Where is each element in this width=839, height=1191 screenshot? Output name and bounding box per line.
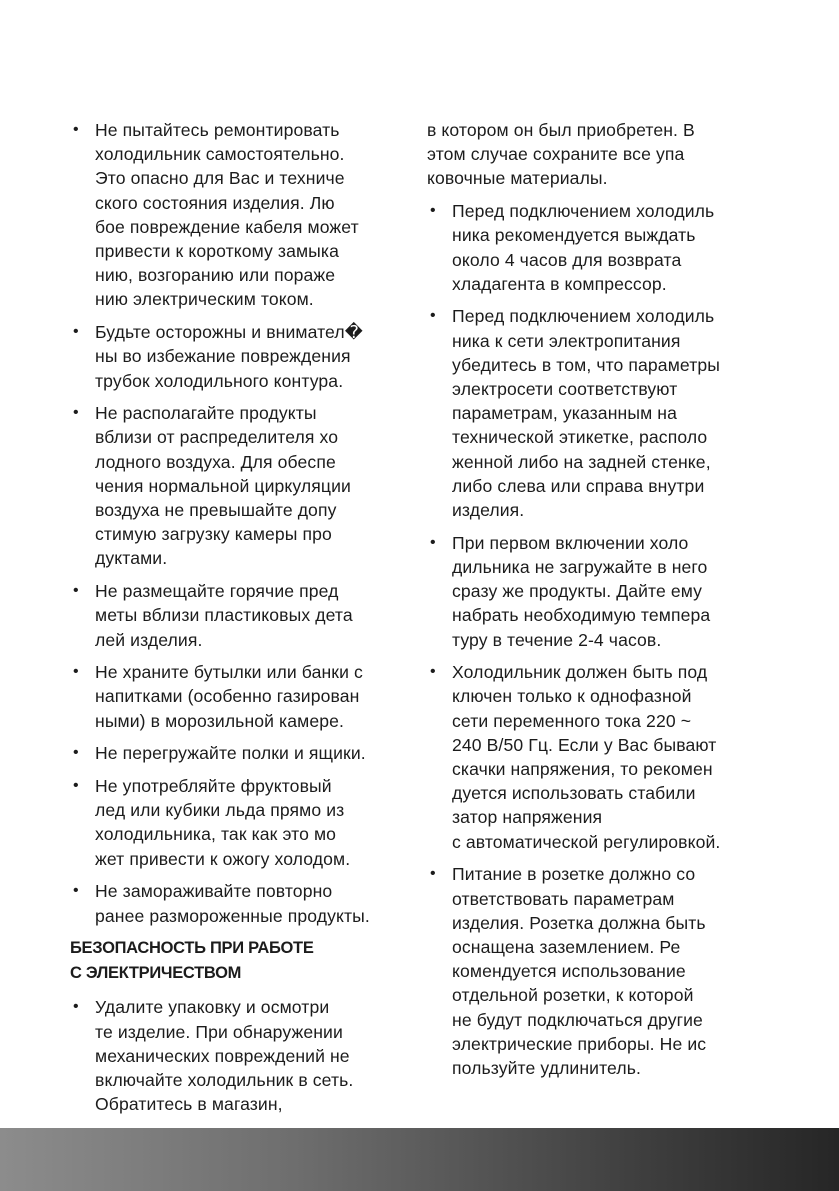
text-line: параметрам, указанным на [452, 403, 677, 424]
bullet-icon: • [73, 998, 79, 1016]
text-line: ника к сети электропитания [452, 330, 681, 351]
text-line: Не перегружайте полки и ящики. [95, 743, 366, 764]
text-line: либо слева или справа внутри [452, 475, 705, 496]
text-line: сразу же продукты. Дайте ему [452, 581, 703, 602]
left-bullet-list-top [70, 118, 415, 928]
bullet-icon: • [73, 582, 79, 600]
bullet-icon: • [73, 777, 79, 795]
right-bullet-list [427, 199, 772, 1080]
text-line: меты вблизи пластиковых дета [95, 605, 353, 626]
bullet-item [70, 320, 415, 393]
text-line: около 4 часов для возврата [452, 249, 682, 270]
bullet-item [70, 995, 415, 1116]
text-line: в котором он был приобретен. В [427, 120, 695, 140]
section-heading-line-2: С ЭЛЕКТРИЧЕСТВОМ [70, 963, 242, 982]
text-line: дуется использовать стабили [452, 783, 696, 804]
text-line: бое повреждение кабеля может [95, 216, 359, 237]
text-line: трубок холодильного контура. [95, 370, 344, 391]
text-line: дуктами. [95, 548, 168, 569]
text-line: затор напряжения [452, 807, 603, 828]
text-line: убедитесь в том, что параметры [452, 354, 720, 375]
bullet-item [70, 401, 415, 570]
text-line: набрать необходимую темпера [452, 605, 711, 626]
text-line: Не замораживайте повторно [95, 881, 333, 902]
text-line: отдельной розетки, к которой [452, 985, 694, 1006]
text-line: жет привести к ожогу холодом. [95, 848, 351, 869]
text-line: изделия. [452, 500, 525, 521]
text-line: Обратитесь в магазин, [95, 1094, 283, 1115]
bullet-item [70, 774, 415, 871]
text-line: чения нормальной циркуляции [95, 475, 351, 496]
bullet-item [427, 531, 772, 652]
text-line: хладагента в компрессор. [452, 273, 667, 294]
bullet-item [427, 660, 772, 854]
text-line: нию, возгоранию или пораже [95, 265, 336, 286]
text-line: вблизи от распределителя хо [95, 427, 339, 448]
text-line: лей изделия. [95, 629, 203, 650]
bullet-item [70, 741, 415, 765]
text-line: технической этикетке, располо [452, 427, 708, 448]
text-line: Перед подключением холодиль [452, 201, 715, 222]
section-heading-line-1: БЕЗОПАСНОСТЬ ПРИ РАБОТЕ [70, 939, 314, 958]
text-line: ны во избежание повреждения [95, 346, 351, 367]
text-line: Не храните бутылки или банки с [95, 662, 363, 683]
text-line: ского состояния изделия. Лю [95, 192, 335, 213]
text-line: с автоматической регулировкой. [452, 831, 721, 852]
bullet-icon: • [73, 882, 79, 900]
text-line: Удалите упаковку и осмотри [95, 997, 330, 1018]
bullet-icon: • [73, 663, 79, 681]
section-heading [70, 936, 415, 985]
continued-paragraph [427, 118, 772, 191]
bullet-item [70, 879, 415, 927]
text-line: Это опасно для Вас и техниче [95, 168, 345, 189]
bullet-icon: • [430, 865, 436, 883]
text-line: ключен только к однофазной [452, 686, 692, 707]
text-line: этом случае сохраните все упа [427, 144, 685, 165]
text-line: механических повреждений не [95, 1045, 350, 1066]
text-line: туру в течение 2-4 часов. [452, 629, 662, 650]
text-line: те изделие. При обнаружении [95, 1021, 343, 1042]
bullet-icon: • [430, 663, 436, 681]
bullet-icon: • [430, 202, 436, 220]
text-line: ковочные материалы. [427, 168, 608, 189]
bullet-icon: • [73, 121, 79, 138]
text-line: женной либо на задней стенке, [452, 451, 711, 472]
bullet-item [427, 304, 772, 522]
text-line: Перед подключением холодиль [452, 306, 715, 327]
left-bullet-list-bottom [70, 995, 415, 1116]
text-line: дильника не загружайте в него [452, 556, 708, 577]
text-line: включайте холодильник в сеть. [95, 1069, 354, 1090]
bullet-icon: • [73, 404, 79, 422]
text-line: лодного воздуха. Для обеспе [95, 451, 336, 472]
bullet-icon: • [73, 744, 79, 762]
text-line: Питание в розетке должно со [452, 864, 696, 885]
text-line: оснащена заземлением. Ре [452, 937, 681, 957]
text-line: ответствовать параметрам [452, 888, 675, 909]
text-line: нию электрическим током. [95, 289, 314, 310]
text-line: Будьте осторожны и внимател� [95, 322, 363, 343]
text-line: 240 В/50 Гц. Если у Вас бывают [452, 734, 717, 755]
text-line: пользуйте удлинитель. [452, 1058, 641, 1079]
footer-gradient-bar [0, 1128, 839, 1191]
right-column [427, 118, 772, 1089]
text-line: комендуется использование [452, 961, 686, 982]
bullet-item [427, 199, 772, 296]
text-line: Не располагайте продукты [95, 403, 317, 424]
text-line: лед или кубики льда прямо из [95, 800, 345, 821]
text-line: электросети соответствуют [452, 379, 678, 400]
text-line: привести к короткому замыка [95, 241, 339, 262]
bullet-icon: • [430, 533, 436, 551]
left-column [70, 118, 415, 1125]
text-line: ранее размороженные продукты. [95, 905, 370, 926]
text-line: Холодильник должен быть под [452, 662, 708, 683]
bullet-item [427, 862, 772, 1080]
text-line: Не употребляйте фруктовый [95, 776, 332, 797]
bullet-item [70, 579, 415, 652]
text-line: изделия. Розетка должна быть [452, 912, 706, 933]
text-line: скачки напряжения, то рекомен [452, 759, 713, 780]
text-line: Не размещайте горячие пред [95, 581, 339, 602]
text-line: холодильник самостоятельно. [95, 144, 345, 165]
bullet-item [70, 118, 415, 312]
text-line: холодильника, так как это мо [95, 824, 337, 845]
text-line: ника рекомендуется выждать [452, 225, 696, 246]
text-line: ными) в морозильной камере. [95, 710, 344, 731]
text-line: напитками (особенно газирован [95, 686, 360, 707]
text-line: не будут подключаться другие [452, 1009, 703, 1030]
text-line: электрические приборы. Не ис [452, 1033, 707, 1054]
bullet-icon: • [73, 323, 79, 341]
bullet-icon: • [430, 307, 436, 325]
text-line: сети переменного тока 220 ~ [452, 710, 692, 731]
text-line: Не пытайтесь ремонтировать [95, 120, 340, 140]
text-line: стимую загрузку камеры про [95, 524, 332, 545]
text-line: воздуха не превышайте допу [95, 500, 337, 521]
bullet-item [70, 660, 415, 733]
text-line: При первом включении холо [452, 532, 689, 553]
